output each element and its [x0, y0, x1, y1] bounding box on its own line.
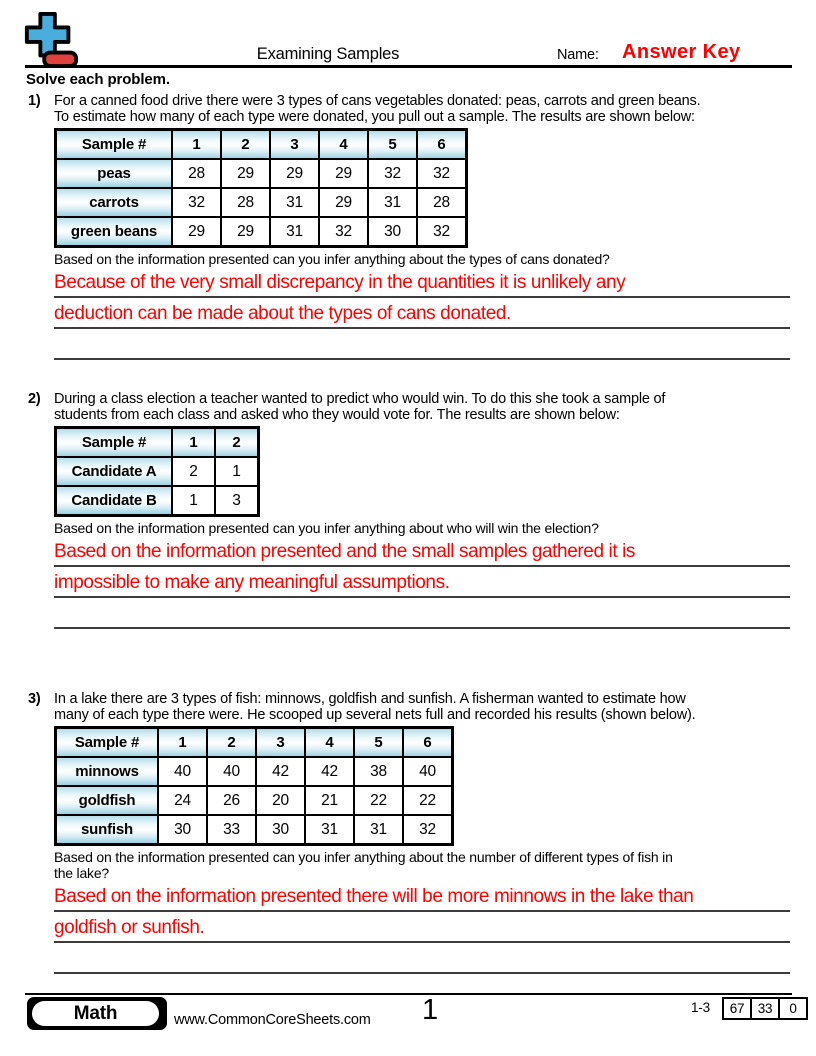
table-cell: 31: [305, 815, 354, 845]
column-header: 1: [172, 130, 221, 160]
sample-table: [54, 426, 260, 517]
table-cell: 33: [207, 815, 256, 845]
problem-number: 2): [28, 391, 41, 407]
table-cell: 32: [319, 217, 368, 247]
column-header: 6: [417, 130, 467, 160]
prompt-line: Based on the information presented can you infer anything about the number of different types of fish in: [54, 849, 673, 865]
table-row: [56, 457, 259, 486]
row-label: Candidate A: [56, 457, 173, 486]
answer-line: [54, 943, 790, 974]
column-header: 1: [172, 428, 215, 458]
table-cell: 26: [207, 786, 256, 815]
table-cell: 30: [158, 815, 207, 845]
name-label: Name:: [557, 47, 599, 63]
question-line: For a canned food drive there were 3 types of cans vegetables donated: peas, carrots and green beans.: [54, 93, 701, 109]
score-cell: 33: [752, 997, 780, 1020]
column-header: 3: [270, 130, 319, 160]
page-title: Examining Samples: [256, 45, 400, 63]
table-cell: 40: [207, 757, 256, 786]
answer-line: [54, 567, 790, 598]
answer-text: goldfish or sunfish.: [54, 917, 205, 939]
table-cell: 22: [354, 786, 403, 815]
row-label: peas: [56, 159, 173, 188]
corner-header: Sample #: [56, 728, 159, 758]
answer-line: [54, 912, 790, 943]
column-header: 4: [305, 728, 354, 758]
answer-line: [54, 598, 790, 629]
table-cell: 28: [417, 188, 467, 217]
table-cell: 29: [221, 217, 270, 247]
answer-line: [54, 881, 790, 912]
problem-prompt: [54, 520, 790, 536]
problem-1: [28, 93, 790, 360]
row-label: sunfish: [56, 815, 159, 845]
table-cell: 29: [319, 159, 368, 188]
table-cell: 24: [158, 786, 207, 815]
row-label: Candidate B: [56, 486, 173, 516]
column-header: 4: [319, 130, 368, 160]
column-header: 3: [256, 728, 305, 758]
logo-plus-icon: [27, 14, 69, 56]
score-table: [722, 997, 808, 1020]
table-cell: 31: [354, 815, 403, 845]
website-url: www.CommonCoreSheets.com: [174, 1012, 371, 1028]
answer-text: Based on the information presented there will be more minnows in the lake than: [54, 886, 694, 908]
sample-table: [54, 128, 468, 248]
table-cell: 31: [368, 188, 417, 217]
answer-text: Based on the information presented and the small samples gathered it is: [54, 541, 636, 563]
commoncoresheets-logo: [22, 9, 80, 71]
table-row: [56, 217, 467, 247]
column-header: 5: [354, 728, 403, 758]
column-header: 2: [207, 728, 256, 758]
table-row: [56, 159, 467, 188]
answer-area: [54, 267, 790, 360]
problem-question: [54, 691, 696, 723]
table-row: [56, 486, 259, 516]
problem-prompt: [54, 251, 790, 267]
table-cell: 20: [256, 786, 305, 815]
problem-header: [28, 93, 790, 125]
question-line: many of each type there were. He scooped up several nets full and recorded his results (shown below).: [54, 707, 696, 723]
question-line: During a class election a teacher wanted to predict who would win. To do this she took a sample of: [54, 391, 666, 407]
instruction-text: Solve each problem.: [26, 71, 170, 88]
table-row: [56, 815, 453, 845]
column-header: 2: [215, 428, 259, 458]
sample-table: [54, 726, 454, 846]
question-line: In a lake there are 3 types of fish: minnows, goldfish and sunfish. A fisherman wanted to estimate how: [54, 691, 686, 707]
table-cell: 32: [403, 815, 453, 845]
table-cell: 31: [270, 188, 319, 217]
row-label: goldfish: [56, 786, 159, 815]
column-header: 1: [158, 728, 207, 758]
answer-area: [54, 536, 790, 629]
subject-label: Math: [32, 1001, 159, 1026]
problem-prompt: [54, 849, 790, 881]
answer-line: [54, 267, 790, 298]
table-cell: 21: [305, 786, 354, 815]
table-cell: 30: [368, 217, 417, 247]
table-cell: 42: [305, 757, 354, 786]
question-line: To estimate how many of each type were donated, you pull out a sample. The results are shown below:: [54, 109, 695, 125]
table-cell: 32: [417, 217, 467, 247]
answer-text: impossible to make any meaningful assumptions.: [54, 572, 450, 594]
problems-range-label: 1-3: [691, 1000, 710, 1015]
table-cell: 22: [403, 786, 453, 815]
problem-2: [28, 391, 790, 629]
prompt-line: Based on the information presented can you infer anything about who will win the election?: [54, 520, 599, 536]
table-cell: 28: [221, 188, 270, 217]
table-cell: 3: [215, 486, 259, 516]
table-cell: 29: [270, 159, 319, 188]
table-cell: 30: [256, 815, 305, 845]
table-cell: 29: [319, 188, 368, 217]
subject-badge: [27, 997, 167, 1030]
table-cell: 32: [368, 159, 417, 188]
table-header-row: [56, 130, 467, 160]
answer-text: Because of the very small discrepancy in the quantities it is unlikely any: [54, 272, 626, 294]
table-cell: 42: [256, 757, 305, 786]
answer-line: [54, 329, 790, 360]
answer-key-text: Answer Key: [622, 41, 741, 63]
table-cell: 29: [221, 159, 270, 188]
column-header: 2: [221, 130, 270, 160]
row-label: green beans: [56, 217, 173, 247]
table-cell: 2: [172, 457, 215, 486]
table-cell: 29: [172, 217, 221, 247]
row-label: carrots: [56, 188, 173, 217]
table-cell: 32: [172, 188, 221, 217]
table-row: [56, 188, 467, 217]
table-row: [56, 757, 453, 786]
table-cell: 1: [215, 457, 259, 486]
score-cell: 0: [780, 997, 808, 1020]
column-header: 6: [403, 728, 453, 758]
problem-number: 3): [28, 691, 41, 707]
problem-header: [28, 391, 790, 423]
corner-header: Sample #: [56, 130, 173, 160]
table-cell: 32: [417, 159, 467, 188]
problem-header: [28, 691, 790, 723]
problem-3: [28, 691, 790, 974]
score-cell: 67: [722, 997, 752, 1020]
table-cell: 40: [403, 757, 453, 786]
table-cell: 28: [172, 159, 221, 188]
answer-area: [54, 881, 790, 974]
column-header: 5: [368, 130, 417, 160]
prompt-line: Based on the information presented can you infer anything about the types of cans donated?: [54, 251, 610, 267]
problem-question: [54, 93, 700, 125]
table-cell: 38: [354, 757, 403, 786]
problem-number: 1): [28, 93, 41, 109]
answer-text: deduction can be made about the types of cans donated.: [54, 303, 511, 325]
prompt-line: the lake?: [54, 865, 110, 881]
answer-line: [54, 298, 790, 329]
table-cell: 31: [270, 217, 319, 247]
table-cell: 40: [158, 757, 207, 786]
row-label: minnows: [56, 757, 159, 786]
page-number: 1: [422, 994, 438, 1026]
header-divider: [25, 65, 792, 68]
table-cell: 1: [172, 486, 215, 516]
table-header-row: [56, 428, 259, 458]
answer-line: [54, 536, 790, 567]
table-header-row: [56, 728, 453, 758]
table-row: [56, 786, 453, 815]
problem-question: [54, 391, 665, 423]
corner-header: Sample #: [56, 428, 173, 458]
question-line: students from each class and asked who they would vote for. The results are shown below:: [54, 407, 620, 423]
